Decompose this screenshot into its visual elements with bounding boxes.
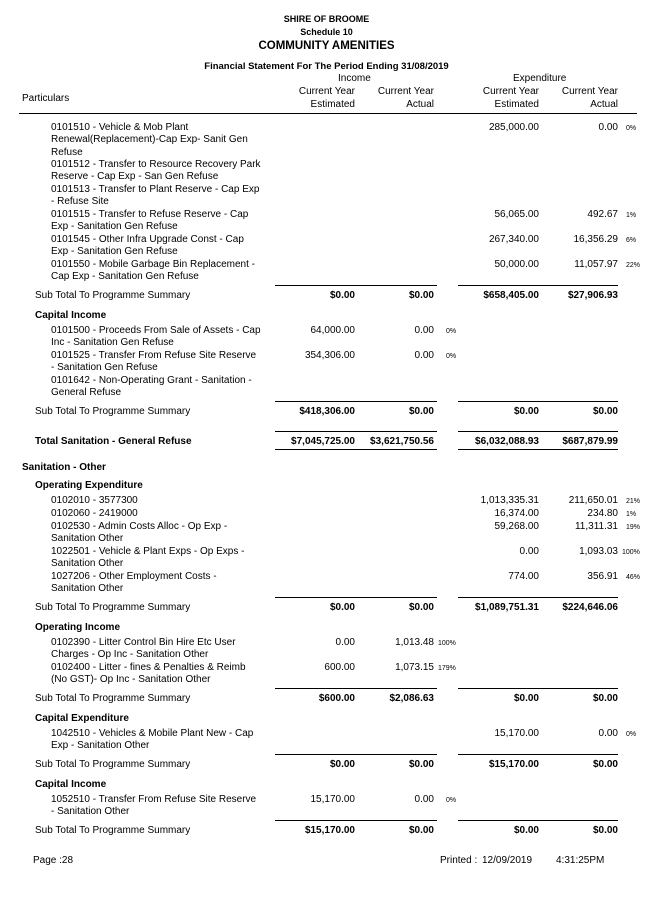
subtotal-exp-actual: $0.00 — [592, 406, 618, 417]
inc-actual-value: 0.00 — [414, 350, 434, 361]
total-income-rule — [275, 431, 437, 432]
line-item-description: 1042510 - Vehicles & Mobile Plant New - Cap Exp - Sanitation Other — [51, 728, 254, 752]
exp-estimated-value: 0.00 — [519, 546, 539, 557]
exp-estimated-value: 267,340.00 — [488, 234, 539, 245]
exp-percent: 6% — [626, 237, 637, 244]
subtotal-income-rule — [275, 597, 437, 598]
exp-percent: 1% — [626, 511, 637, 518]
subtotal-exp-actual: $224,646.06 — [562, 602, 618, 613]
income-group-header: Income — [338, 73, 371, 84]
inc-actual-value: 0.00 — [414, 325, 434, 336]
expenditure-actual-header-line1: Current Year — [561, 86, 618, 97]
line-item-description: 0101513 - Transfer to Plant Reserve - Cap Exp - Refuse Site — [51, 184, 260, 208]
subtotal-expenditure-rule — [458, 688, 618, 689]
subtotal-exp-actual: $0.00 — [592, 693, 618, 704]
subtotal-expenditure-rule — [458, 820, 618, 821]
inc-actual-value: 0.00 — [414, 794, 434, 805]
exp-percent: 46% — [626, 574, 641, 581]
section-heading-capital-expenditure: Capital Expenditure — [35, 713, 129, 724]
exp-actual-value: 1,093.03 — [579, 546, 618, 557]
line-item-description: 0101545 - Other Infra Upgrade Const - Cap Exp - Sanitation Gen Refuse — [51, 234, 244, 258]
org-name: SHIRE OF BROOME — [283, 14, 370, 24]
subtotal-exp-actual: $27,906.93 — [567, 290, 618, 301]
report-title: COMMUNITY AMENITIES — [258, 40, 395, 52]
subtotal-inc-actual: $0.00 — [408, 290, 434, 301]
particulars-header: Particulars — [22, 93, 70, 104]
line-item-description: 0101550 - Mobile Garbage Bin Replacement - Cap Exp - Sanitation Gen Refuse — [51, 259, 256, 283]
line-item-description: 0101515 - Transfer to Refuse Reserve - Cap Exp - Sanitation Gen Refuse — [51, 209, 249, 233]
subtotal-inc-estimated: $0.00 — [329, 602, 355, 613]
exp-actual-value: 234.80 — [587, 508, 618, 519]
inc-estimated-value: 15,170.00 — [310, 794, 355, 805]
subtotal-income-rule — [275, 401, 437, 402]
exp-estimated-value: 59,268.00 — [494, 521, 539, 532]
subtotal-label: Sub Total To Programme Summary — [35, 602, 191, 613]
inc-actual-value: 1,073.15 — [395, 662, 434, 673]
line-item-description: 0101510 - Vehicle & Mob Plant Renewal(Replacement)-Cap Exp- Sanit Gen Refuse — [51, 122, 248, 158]
exp-actual-value: 11,311.31 — [574, 521, 618, 532]
inc-percent: 0% — [446, 797, 457, 804]
line-item-description: 0102060 - 2419000 — [51, 508, 138, 519]
exp-percent: 19% — [626, 524, 641, 531]
subtotal-inc-actual: $0.00 — [408, 825, 434, 836]
subtotal-exp-estimated: $1,089,751.31 — [475, 602, 539, 613]
total-inc-estimated: $7,045,725.00 — [291, 436, 355, 447]
expenditure-estimated-header-line2: Estimated — [494, 99, 539, 110]
subtotal-inc-actual: $2,086.63 — [389, 693, 434, 704]
subtotal-inc-actual: $0.00 — [408, 602, 434, 613]
inc-actual-value: 1,013.48 — [395, 637, 434, 648]
inc-percent: 0% — [446, 353, 457, 360]
exp-actual-value: 0.00 — [598, 728, 618, 739]
subtotal-exp-estimated: $658,405.00 — [483, 290, 539, 301]
exp-actual-value: 16,356.29 — [573, 234, 618, 245]
exp-estimated-value: 1,013,335.31 — [480, 495, 539, 506]
subtotal-label: Sub Total To Programme Summary — [35, 759, 191, 770]
total-exp-actual: $687,879.99 — [562, 436, 618, 447]
subtotal-label: Sub Total To Programme Summary — [35, 290, 191, 301]
header-rule — [19, 113, 637, 114]
subtotal-income-rule — [275, 820, 437, 821]
line-item-description: 0101512 - Transfer to Resource Recovery Park Reserve - Cap Exp - San Gen Refuse — [51, 159, 261, 183]
exp-percent: 0% — [626, 731, 637, 738]
line-item-description: 0102010 - 3577300 — [51, 495, 138, 506]
subtotal-exp-estimated: $0.00 — [513, 825, 539, 836]
exp-estimated-value: 285,000.00 — [488, 122, 539, 133]
inc-percent: 100% — [438, 640, 456, 647]
exp-estimated-value: 50,000.00 — [494, 259, 539, 270]
inc-estimated-value: 0.00 — [335, 637, 355, 648]
printed-label: Printed : — [440, 855, 478, 866]
subtotal-label: Sub Total To Programme Summary — [35, 406, 191, 417]
line-item-description: 0102530 - Admin Costs Alloc - Op Exp - Sanitation Other — [51, 521, 228, 545]
total-expenditure-underline — [458, 449, 618, 450]
exp-percent: 1% — [626, 212, 637, 219]
inc-percent: 0% — [446, 328, 457, 335]
section-heading-operating-expenditure: Operating Expenditure — [35, 480, 143, 491]
line-item-description: 0101642 - Non-Operating Grant - Sanitation - General Refuse — [51, 375, 252, 399]
subtotal-expenditure-rule — [458, 285, 618, 286]
inc-estimated-value: 64,000.00 — [310, 325, 355, 336]
subtotal-income-rule — [275, 754, 437, 755]
subtotal-inc-estimated: $0.00 — [329, 290, 355, 301]
line-item-description: 0102400 - Litter - fines & Penalties & Reimb (No GST)- Op Inc - Sanitation Other — [51, 662, 246, 686]
subtotal-inc-actual: $0.00 — [408, 406, 434, 417]
inc-estimated-value: 354,306.00 — [304, 350, 355, 361]
line-item-description: 1052510 - Transfer From Refuse Site Reserve - Sanitation Other — [51, 794, 257, 818]
exp-estimated-value: 56,065.00 — [494, 209, 539, 220]
section-heading-capital-income: Capital Income — [35, 310, 107, 321]
report-subtitle: Financial Statement For The Period Ending 31/08/2019 — [204, 61, 449, 72]
line-item-description: 0102390 - Litter Control Bin Hire Etc User Charges - Op Inc - Sanitation Other — [51, 637, 236, 661]
exp-actual-value: 0.00 — [598, 122, 618, 133]
subtotal-expenditure-rule — [458, 401, 618, 402]
income-estimated-header-line2: Estimated — [310, 99, 355, 110]
exp-estimated-value: 15,170.00 — [494, 728, 539, 739]
subtotal-expenditure-rule — [458, 597, 618, 598]
total-inc-actual: $3,621,750.56 — [370, 436, 434, 447]
subtotal-label: Sub Total To Programme Summary — [35, 825, 191, 836]
line-item-description: 0101525 - Transfer From Refuse Site Reserve - Sanitation Gen Refuse — [51, 350, 257, 374]
total-label: Total Sanitation - General Refuse — [35, 436, 192, 447]
subtotal-expenditure-rule — [458, 754, 618, 755]
subtotal-exp-estimated: $15,170.00 — [488, 759, 539, 770]
subtotal-inc-actual: $0.00 — [408, 759, 434, 770]
printed-time: 4:31:25PM — [556, 855, 605, 866]
exp-estimated-value: 16,374.00 — [494, 508, 539, 519]
exp-percent: 21% — [626, 498, 641, 505]
expenditure-group-header: Expenditure — [513, 73, 567, 84]
subtotal-inc-estimated: $418,306.00 — [299, 406, 355, 417]
expenditure-actual-header-line2: Actual — [590, 99, 618, 110]
subtotal-label: Sub Total To Programme Summary — [35, 693, 191, 704]
exp-actual-value: 356.91 — [587, 571, 618, 582]
exp-actual-value: 11,057.97 — [574, 259, 618, 270]
inc-estimated-value: 600.00 — [324, 662, 355, 673]
line-item-description: 1022501 - Vehicle & Plant Exps - Op Exps - Sanitation Other — [51, 546, 245, 570]
exp-percent: 100% — [622, 549, 640, 556]
subtotal-inc-estimated: $600.00 — [318, 693, 355, 704]
income-actual-header-line1: Current Year — [377, 86, 434, 97]
page-number: Page :28 — [33, 855, 74, 866]
program-heading: Sanitation - Other — [22, 462, 106, 473]
exp-actual-value: 211,650.01 — [568, 495, 618, 506]
exp-percent: 22% — [626, 262, 641, 269]
total-income-underline — [275, 449, 437, 450]
line-item-description: 0101500 - Proceeds From Sale of Assets - Cap Inc - Sanitation Gen Refuse — [51, 325, 261, 349]
exp-estimated-value: 774.00 — [508, 571, 539, 582]
section-heading-operating-income: Operating Income — [35, 622, 121, 633]
total-expenditure-rule — [458, 431, 618, 432]
subtotal-exp-actual: $0.00 — [592, 825, 618, 836]
subtotal-exp-actual: $0.00 — [592, 759, 618, 770]
schedule-label: Schedule 10 — [300, 27, 353, 37]
subtotal-inc-estimated: $15,170.00 — [304, 825, 355, 836]
printed-date: 12/09/2019 — [482, 855, 533, 866]
section-heading-capital-income: Capital Income — [35, 779, 107, 790]
line-item-description: 1027206 - Other Employment Costs - Sanitation Other — [51, 571, 217, 595]
total-exp-estimated: $6,032,088.93 — [475, 436, 539, 447]
subtotal-exp-estimated: $0.00 — [513, 406, 539, 417]
expenditure-estimated-header-line1: Current Year — [482, 86, 539, 97]
exp-percent: 0% — [626, 125, 637, 132]
inc-percent: 179% — [438, 665, 456, 672]
income-actual-header-line2: Actual — [406, 99, 434, 110]
subtotal-income-rule — [275, 688, 437, 689]
subtotal-exp-estimated: $0.00 — [513, 693, 539, 704]
exp-actual-value: 492.67 — [587, 209, 618, 220]
income-estimated-header-line1: Current Year — [298, 86, 355, 97]
subtotal-income-rule — [275, 285, 437, 286]
subtotal-inc-estimated: $0.00 — [329, 759, 355, 770]
